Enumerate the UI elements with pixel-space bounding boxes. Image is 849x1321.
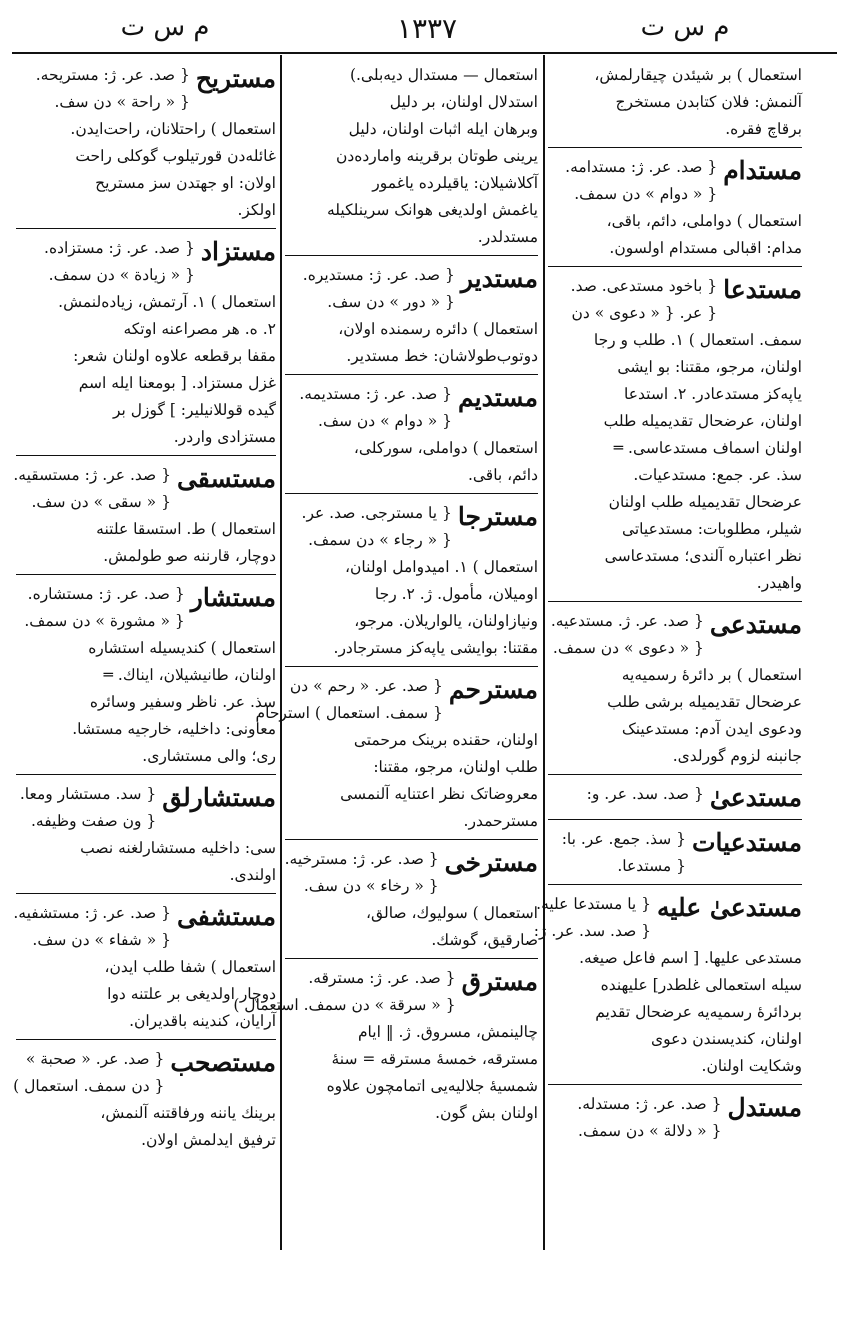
entry-line: عرضحال تقدیمیله برشی طلب — [607, 693, 802, 711]
entry-line: { صد. عر. « صحبة » — [25, 1050, 165, 1068]
entry-line: { سد. مستشار ومعا. — [19, 785, 157, 803]
entry-line: { « زیادة » دن سمف. — [48, 266, 195, 284]
entry-line: اولندی. — [229, 866, 276, 884]
entry-line: آکلاشیلان: یاقیلرده یاغمور — [372, 174, 538, 192]
entry-line: مسترقه، خمسهٔ مسترقه = سنهٔ — [331, 1050, 538, 1068]
entry-line: ٢. ه. هر مصراعنه اوتکه — [123, 320, 276, 338]
entry-line: مقتنا: بوایشی یاپه‌کز مسترجادر. — [333, 639, 538, 657]
dictionary-entry — [16, 235, 276, 456]
entry-line: آرایان، کندینه باقدیران. — [129, 1012, 276, 1030]
entry-line: غزل مستزاد. [ بومعنا ایله اسم — [78, 374, 276, 392]
entry-line: { صد. عر. ژ: مستسقیه. — [13, 466, 171, 484]
entry-line: اولنان، حقنده برینک مرحمتی — [353, 731, 538, 749]
entry-line: ترفیق ایدلمش اولان. — [141, 1131, 276, 1149]
entry-line: { « راحة » دن سف. — [54, 93, 190, 111]
entry-line: { صد. عر. ژ: مستدیمه. — [299, 385, 453, 403]
dictionary-entry — [255, 673, 538, 840]
entry-line: شمسیهٔ جلالیه‌یی اتمامچون علاوه — [326, 1077, 538, 1095]
entry-headword: مستدعی — [709, 610, 802, 639]
entry-line: مدام: اقبالی مستدام اولسون. — [609, 239, 802, 257]
entry-line: برقاچ فقره. — [725, 120, 802, 138]
entry-line: { صد. عر. ژ: مستزاده. — [44, 239, 195, 257]
entry-line: { صد. عر. ژ: مستشاره. — [27, 585, 185, 603]
entry-line: { صد. عر. ژ: مسترقه. — [308, 969, 456, 987]
dictionary-entry — [285, 62, 538, 256]
entry-line: گیده قوللانیلیر: ] گوزل بر — [112, 401, 276, 419]
entry-line: { صد. عر. ژ: مستریحه. — [35, 66, 190, 84]
header-letters-left: م س ت — [120, 12, 210, 42]
entry-line: سذ. عر. ناظر وسفیر وسائره — [89, 693, 276, 711]
entry-line: اولنان اسماف مستدعاسی. ═ — [613, 439, 802, 457]
entry-line: استعمال ) دائره رسمنده اولان، — [338, 320, 538, 338]
entry-headword: مستدعا — [723, 275, 802, 304]
entry-headword: مستدل — [727, 1093, 802, 1122]
entry-line: { صد. عر. ژ: مستدیره. — [302, 266, 455, 284]
entry-line: { « سقی » دن سف. — [31, 493, 171, 511]
entry-line: { « دور » دن سف. — [327, 293, 455, 311]
entry-line: { « شفاء » دن سف. — [32, 931, 171, 949]
entry-line: استدلال اولنان، بر دلیل — [389, 93, 538, 111]
entry-line: استعمال ) دواملی، سورکلی، — [353, 439, 538, 457]
entry-line: واهیدر. — [756, 574, 802, 592]
entry-line: دائم، باقی. — [467, 466, 538, 484]
entry-line: صارقیق، گوشك. — [431, 931, 538, 949]
dictionary-entry — [13, 900, 276, 1040]
entry-line: { صد. عر. ژ: مستشفیه. — [13, 904, 171, 922]
entry-line: استعمال ) ١. آرتمش، زیاده‌لنمش. — [58, 293, 276, 311]
entry-line: { صد. عر. ژ: مستدامه. — [565, 158, 718, 176]
entry-line: { « رجاء » دن سمف. — [308, 531, 452, 549]
entry-line: { صد. عر. « رحم » دن — [289, 677, 443, 695]
entry-line: { سمف. استعمال ) استرحام — [255, 704, 443, 722]
entry-line: { صد. عر. ژ: مسترخیه. — [284, 850, 439, 868]
entry-line: سذ. عر. جمع: مستدعیات. — [633, 466, 802, 484]
entry-line: اولنان، طانیشیلان، ایناك. ═ — [103, 666, 276, 684]
entry-line: استعمال ) ١. امیدوامل اولنان، — [345, 558, 538, 576]
entry-line: عرضحال تقدیمیله طلب اولنان — [608, 493, 802, 511]
entry-line: سی: داخلیه مستشارلغنه نصب — [80, 839, 276, 857]
entry-headword: مستشفی — [176, 902, 276, 931]
entry-line: { یا مسترجی. صد. عر. — [301, 504, 452, 522]
entry-line: مسترحمدر. — [463, 812, 538, 830]
entry-line: { « سرقة » دن سمف. استعمال ) — [233, 996, 456, 1014]
header-rule — [12, 52, 837, 54]
entry-headword: مستدیر — [460, 264, 538, 293]
dictionary-entry — [13, 462, 276, 575]
entry-headword: مستدیم — [458, 383, 538, 412]
entry-line: ری؛ والی مستشاری. — [142, 747, 276, 765]
entry-line: { دن سمف. استعمال ) — [13, 1077, 165, 1095]
dictionary-entry — [285, 262, 538, 375]
entry-headword: مستشارلق — [162, 783, 276, 812]
entry-line: استعمال ) دواملی، دائم، باقی، — [606, 212, 802, 230]
entry-line: استعمال — مستدال دیه‌بلی.) — [349, 66, 538, 84]
entry-line: سیله استعمالی غلطدر] علیهنده — [600, 976, 802, 994]
entry-line: یاغمش اولدیغی هوانک سرینلکیله — [326, 201, 538, 219]
entry-line: مقفا برقطعه علاوه اولنان شعر: — [73, 347, 276, 365]
entry-line: دوچار، قارننه صو طولمش. — [103, 547, 276, 565]
entry-line: ودعوی ایدن آدم: مستدعینک — [621, 720, 802, 738]
entry-line: { « دوام » دن سف. — [318, 412, 453, 430]
entry-line: یرینی طوتان برقرینه وامارده‌دن — [335, 147, 538, 165]
entry-line: { « دلالة » دن سمف. — [578, 1122, 722, 1140]
entry-line: مستدعی علیها. [ اسم فاعل صیغه. — [579, 949, 802, 967]
dictionary-entry — [533, 891, 802, 1085]
header-letters-right: م س ت — [640, 12, 730, 42]
entry-line: { « مشورة » دن سمف. — [24, 612, 185, 630]
entry-headword: مستصحب — [170, 1048, 276, 1077]
column-divider-left — [280, 55, 282, 1250]
dictionary-entry — [548, 273, 802, 602]
entry-line: یاپه‌کز مستدعادر. ٢. استدعا — [624, 385, 802, 403]
dictionary-entry — [16, 62, 276, 229]
dictionary-entry — [548, 154, 802, 267]
entry-line: دوچار اولدیغی بر علتنه دوا — [107, 985, 276, 1003]
entry-line: دوتوب‌طولاشان: خط مستدیر. — [346, 347, 538, 365]
dictionary-entry — [16, 781, 276, 894]
entry-line: استعمال ) بر دائرهٔ رسمیه‌یه — [621, 666, 802, 684]
entry-headword: مستریح — [195, 64, 276, 93]
entry-line: { صد. عر. ژ. مستدعیه. — [550, 612, 704, 630]
dictionary-entry — [548, 781, 802, 820]
page-number: ١٣٣٧ — [396, 12, 458, 45]
entry-line: { سذ. جمع. عر. با: — [561, 830, 687, 848]
entry-line: { مستدعا. — [617, 857, 687, 875]
entry-line: معروضاتک نظر اعتنایه آلنمسی — [340, 785, 538, 803]
column-divider-right — [543, 55, 545, 1250]
entry-line: { « رخاء » دن سف. — [303, 877, 439, 895]
entry-line: مستزادی واردر. — [173, 428, 276, 446]
entry-line: { صد. سد. عر. ژ: — [533, 922, 652, 940]
entry-headword: مستدام — [723, 156, 802, 185]
entry-headword: مستدعیٰ علیه — [657, 893, 802, 922]
entry-line: طلب اولنان، مرجو، مقتنا: — [373, 758, 538, 776]
entry-line: اولنان، کندیسندن دعوی — [651, 1030, 802, 1048]
entry-line: سمف. استعمال ) ١. طلب و رجا — [593, 331, 802, 349]
entry-line: اولنان، مرجو، مقتنا: بو ایشی — [617, 358, 802, 376]
entry-headword: مسترخی — [444, 848, 538, 877]
dictionary-entry — [13, 1046, 276, 1156]
dictionary-entry — [285, 500, 538, 667]
dictionary-entry — [548, 608, 802, 775]
entry-line: { عر. { « دعوی » دن — [571, 304, 718, 322]
entry-line: { صد. سد. عر. و: — [586, 785, 704, 803]
entry-line: { یا مستدعا علیه. — [536, 895, 652, 913]
entry-line: استعمال ) کندیسیله استشاره — [88, 639, 276, 657]
entry-headword: مستدعیٰ — [709, 783, 802, 812]
entry-line: جانبنه لزوم گورلدی. — [672, 747, 802, 765]
entry-line: { ون صفت وظیفه. — [30, 812, 157, 830]
entry-line: نظر اعتباره آلندی؛ مستدعاسی — [604, 547, 802, 565]
entry-headword: مسترجا — [457, 502, 538, 531]
entry-line: استعمال ) ط. استسقا علتنه — [96, 520, 276, 538]
entry-line: استعمال ) شفا طلب ایدن، — [104, 958, 276, 976]
entry-headword: مسترحم — [448, 675, 538, 704]
entry-line: استعمال ) بر شیئدن چیقارلمش، — [594, 66, 802, 84]
entry-line: ونیازاولنان، یالواریلان. مرجو، — [354, 612, 538, 630]
entry-line: { « دوام » دن سمف. — [574, 185, 718, 203]
entry-line: برینك یاننه ورفاقتنه آلنمش، — [100, 1104, 276, 1122]
entry-line: اولان: او جهتدن سز مستریح — [95, 174, 276, 192]
entry-line: استعمال ) سولیوك، صالق، — [366, 904, 538, 922]
entry-line: وبرهان ایله اثبات اولنان، دلیل — [348, 120, 538, 138]
entry-line: اولنان، عرضحال تقدیمیله طلب — [603, 412, 802, 430]
entry-line: { صد. عر. ژ: مستدله. — [577, 1095, 722, 1113]
dictionary-entry — [233, 965, 538, 1129]
entry-headword: مسترق — [461, 967, 538, 996]
entry-headword: مستدعیات — [692, 828, 802, 857]
entry-line: آلنمش: فلان کتابدن مستخرج — [615, 93, 802, 111]
dictionary-entry — [548, 826, 802, 885]
entry-line: اومیلان، مأمول. ژ. ٢. رجا — [374, 585, 538, 603]
dictionary-entry — [285, 846, 538, 959]
entry-line: وشکایت اولنان. — [701, 1057, 802, 1075]
entry-line: چالینمش، مسروق. ژ. ‖ ایام — [357, 1023, 538, 1041]
entry-line: { باخود مستدعی. صد. — [570, 277, 718, 295]
entry-line: بردائرهٔ رسمیه‌یه عرضحال تقدیم — [595, 1003, 802, 1021]
dictionary-entry — [16, 581, 276, 775]
entry-line: شیلر، مطلوبات: مستدعیاتی — [621, 520, 802, 538]
entry-line: استعمال ) راحتلانان، راحت‌ایدن. — [70, 120, 276, 138]
dictionary-entry — [548, 1091, 802, 1147]
entry-line: { « دعوی » دن سمف. — [552, 639, 704, 657]
dictionary-entry — [285, 381, 538, 494]
entry-headword: مستشار — [190, 583, 276, 612]
entry-line: اولنان بش گون. — [435, 1104, 538, 1122]
entry-headword: مستزاد — [200, 237, 276, 266]
entry-line: مستدلدر. — [477, 228, 538, 246]
entry-line: اولکز. — [237, 201, 276, 219]
column-left — [13, 62, 276, 1160]
entry-line: معاونی: داخلیه، خارجیه مستشا. — [72, 720, 276, 738]
entry-line: غائله‌دن قورتیلوب گوکلی راحت — [75, 147, 276, 165]
column-right — [533, 62, 802, 1151]
dictionary-entry — [548, 62, 802, 148]
entry-headword: مستسقی — [176, 464, 276, 493]
